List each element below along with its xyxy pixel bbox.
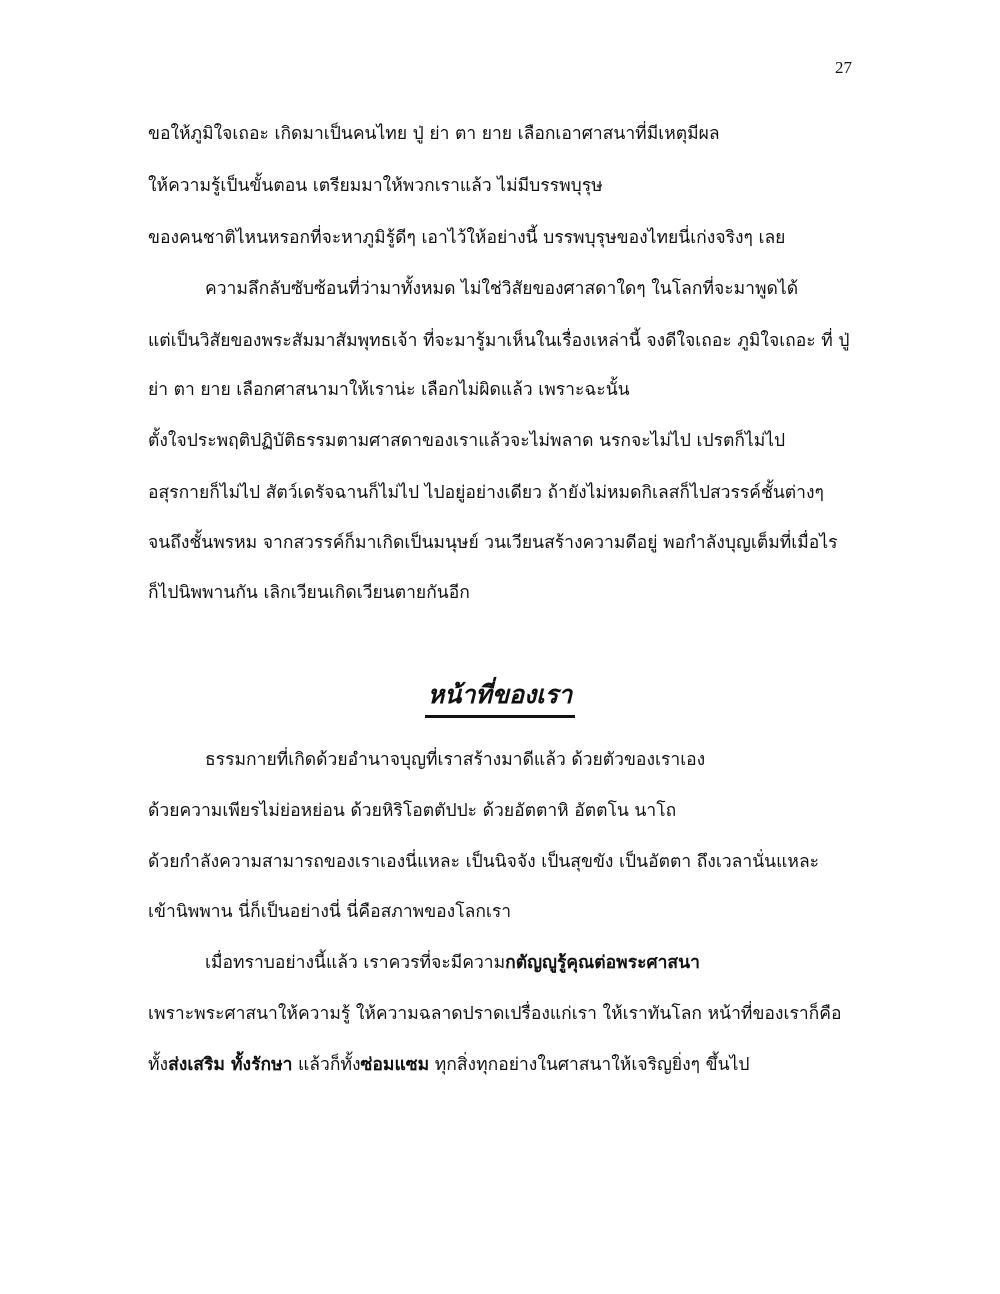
paragraph-4-line-3: [148, 1053, 749, 1077]
paragraph-4-line-3-bold-1: ส่งเสริม ทั้งรักษา: [168, 1055, 293, 1075]
paragraph-3-line-4: เข้านิพพาน นี่ก็เป็นอย่างนี่ นี่คือสภาพของโลกเรา: [148, 902, 512, 922]
paragraph-3-line-1: ธรรมกายที่เกิดด้วยอำนาจบุญที่เราสร้างมาดีแล้ว ด้วยตัวของเราเอง: [205, 750, 706, 770]
paragraph-2-line-4: ตั้งใจประพฤติปฏิบัติธรรมตามศาสดาของเราแล้วจะไม่พลาด นรกจะไม่ไป เปรตก็ไม่ไป: [148, 431, 786, 451]
paragraph-3-line-2: ด้วยความเพียรไม่ย่อหย่อน ด้วยหิริโอตตัปปะ ด้วยอัตตาหิ อัตตโน นาโถ: [148, 801, 677, 821]
paragraph-2-line-7: ก็ไปนิพพานกัน เลิกเวียนเกิดเวียนตายกันอีก: [148, 583, 470, 603]
paragraph-2-line-1: ความลึกลับซับซ้อนที่ว่ามาทั้งหมด ไม่ใช่วิสัยของศาสดาใดๆ ในโลกที่จะมาพูดได้: [205, 279, 799, 299]
paragraph-4-line-3-prefix: ทั้ง: [148, 1055, 169, 1075]
paragraph-4-line-2: เพราะพระศาสนาให้ความรู้ ให้ความฉลาดปราดเปรื่องแก่เรา ให้เราทันโลก หน้าที่ของเราก็คือ: [148, 1004, 842, 1024]
paragraph-2-line-2: แต่เป็นวิสัยของพระสัมมาสัมพุทธเจ้า ที่จะมารู้มาเห็นในเรื่องเหล่านี้ จงดีใจเถอะ ภูมิใจเถอะ ที่ ปู่: [148, 331, 850, 351]
paragraph-2-line-5: อสุรกายก็ไม่ไป สัตว์เดรัจฉานก็ไม่ไป ไปอยู่อย่างเดียว ถ้ายังไม่หมดกิเลสก็ไปสวรรค์ชั้นต่างๆ: [148, 483, 824, 503]
paragraph-4-line-3-bold-2: ซ่อมแซม: [360, 1055, 430, 1075]
section-heading-text: หน้าที่ของเรา: [425, 678, 575, 718]
paragraph-1-line-1: ขอให้ภูมิใจเถอะ เกิดมาเป็นคนไทย ปู่ ย่า ตา ยาย เลือกเอาศาสนาที่มีเหตุมีผล: [148, 124, 720, 144]
paragraph-4-line-1-text: เมื่อทราบอย่างนี้แล้ว เราควรที่จะมีความ: [205, 953, 506, 973]
paragraph-2-line-6: จนถึงชั้นพรหม จากสวรรค์ก็มาเกิดเป็นมนุษย์ วนเวียนสร้างความดีอยู่ พอกำลังบุญเต็มที่เมื่อไร: [148, 533, 838, 553]
paragraph-2-line-3: ย่า ตา ยาย เลือกศาสนามาให้เราน่ะ เลือกไม่ผิดแล้ว เพราะฉะนั้น: [148, 380, 630, 400]
paragraph-1-line-2: ให้ความรู้เป็นขั้นตอน เตรียมมาให้พวกเราแล้ว ไม่มีบรรพบุรุษ: [148, 176, 603, 196]
paragraph-1-line-3: ของคนชาติไหนหรอกที่จะหาภูมิรู้ดีๆ เอาไว้ให้อย่างนี้ บรรพบุรุษของไทยนี่เก่งจริงๆ เลย: [148, 228, 786, 248]
paragraph-4-line-3-mid: แล้วก็ทั้ง: [292, 1055, 361, 1075]
section-heading: [0, 678, 1000, 718]
paragraph-4-line-1: [205, 951, 700, 975]
page-number: 27: [835, 58, 852, 77]
paragraph-4-line-1-bold: กตัญญูรู้คุณต่อพระศาสนา: [505, 953, 700, 973]
paragraph-4-line-3-suffix: ทุกสิ่งทุกอย่างในศาสนาให้เจริญยิ่งๆ ขึ้นไป: [429, 1055, 750, 1075]
paragraph-3-line-3: ด้วยกำลังความสามารถของเราเองนี่แหละ เป็นนิจจัง เป็นสุขขัง เป็นอัตตา ถึงเวลานั่นแหละ: [148, 852, 820, 872]
